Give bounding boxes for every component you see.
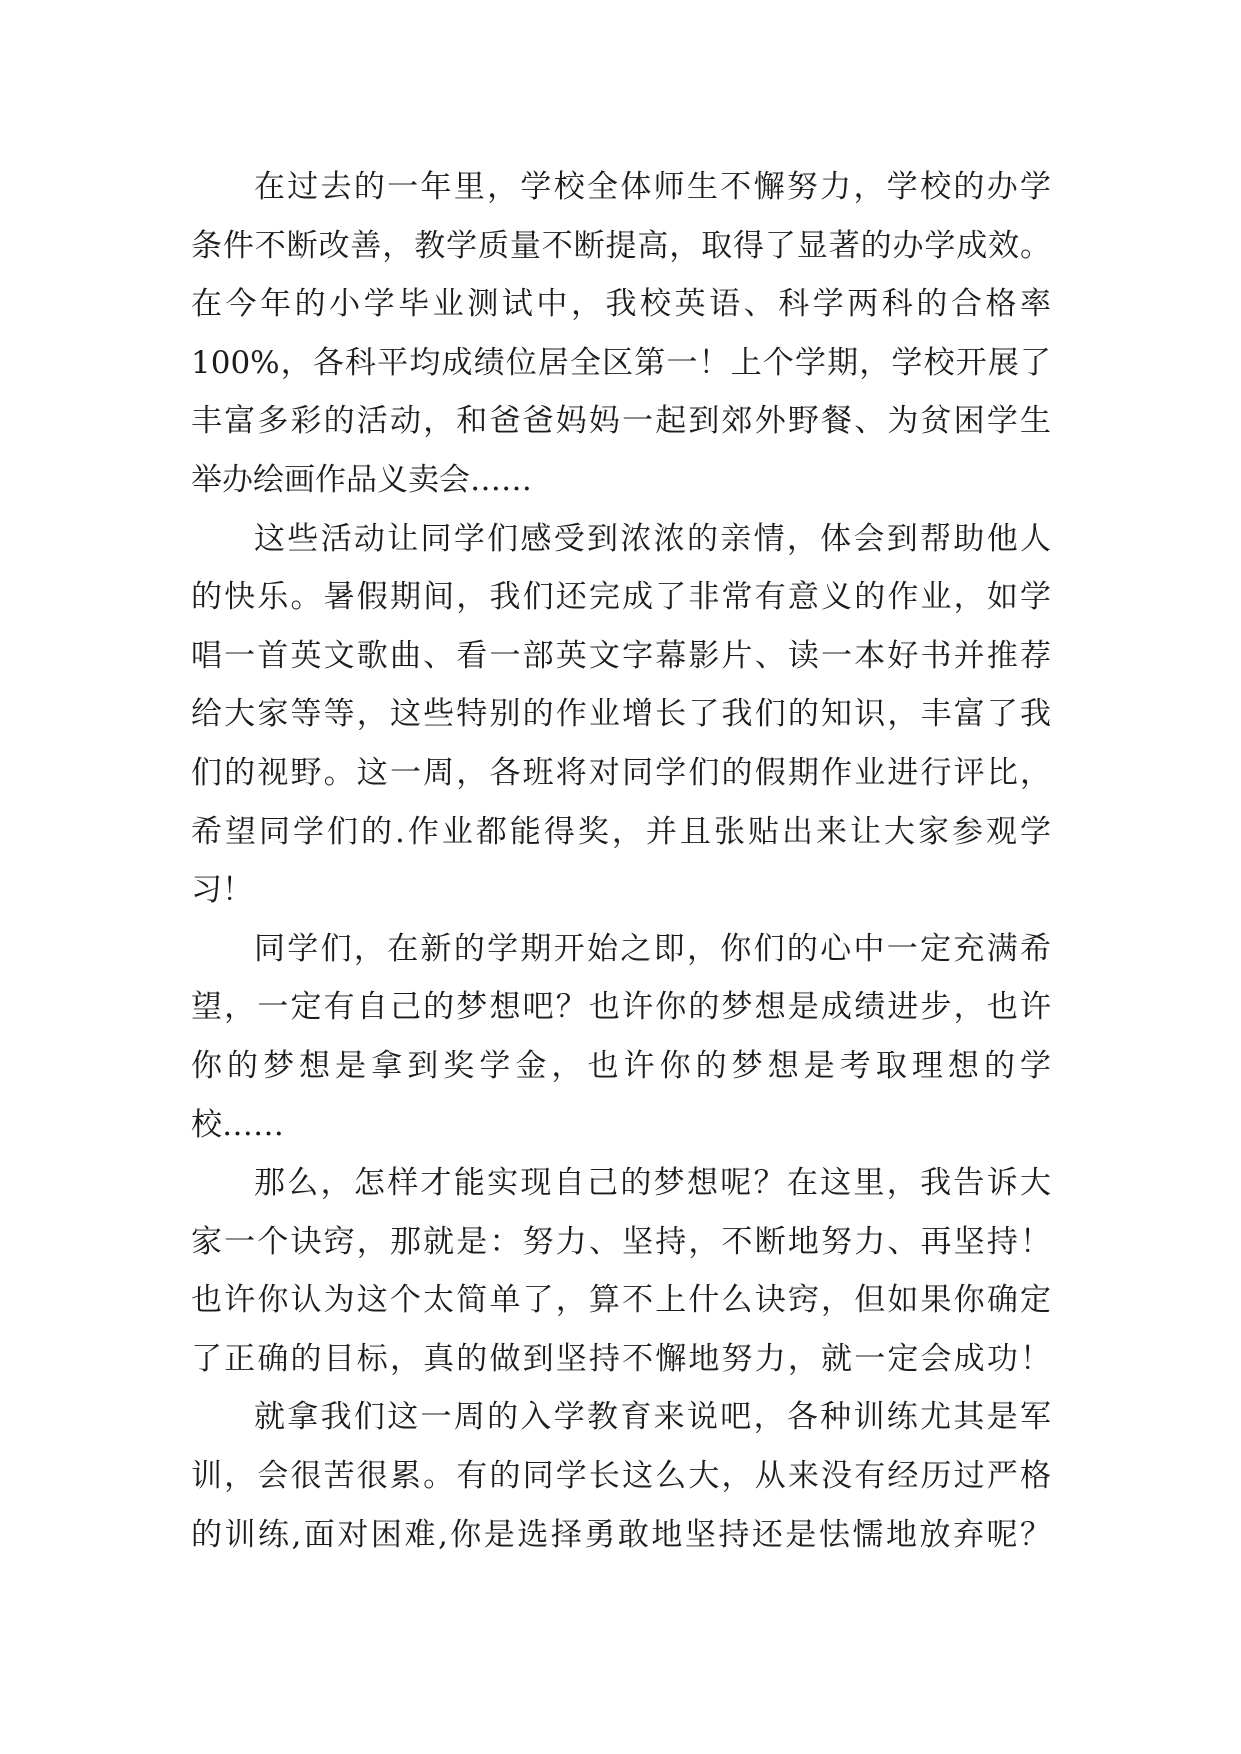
text-line: 那么，怎样才能实现自己的梦想呢？在这里，我告诉大 xyxy=(254,1165,1051,1202)
text-line: 丰富多彩的活动，和爸爸妈妈一起到郊外野餐、为贫困学生 xyxy=(191,403,1051,440)
text-line: 的训练,面对困难,你是选择勇敢地坚持还是怯懦地放弃呢？ xyxy=(191,1516,1051,1553)
paragraph-4 xyxy=(191,1154,1051,1388)
text-line: 们的视野。这一周，各班将对同学们的假期作业进行评比， xyxy=(191,754,1051,791)
text-line: 唱一首英文歌曲、看一部英文字幕影片、读一本好书并推荐 xyxy=(191,637,1051,674)
text-line: 也许你认为这个太简单了，算不上什么诀窍，但如果你确定 xyxy=(191,1282,1051,1319)
text-line: 家一个诀窍，那就是：努力、坚持，不断地努力、再坚持！ xyxy=(191,1223,1051,1260)
text-line: 在过去的一年里，学校全体师生不懈努力，学校的办学 xyxy=(254,169,1051,205)
paragraph-5 xyxy=(191,1388,1051,1564)
text-line: 校…… xyxy=(191,1106,284,1143)
text-line: 这些活动让同学们感受到浓浓的亲情，体会到帮助他人 xyxy=(254,520,1051,557)
text-line: 举办绘画作品义卖会…… xyxy=(191,461,532,498)
paragraph-2 xyxy=(191,510,1051,920)
text-line: 就拿我们这一周的入学教育来说吧，各种训练尤其是军 xyxy=(254,1399,1051,1436)
text-line: 同学们，在新的学期开始之即，你们的心中一定充满希 xyxy=(254,930,1051,967)
text-line: 你的梦想是拿到奖学金，也许你的梦想是考取理想的学 xyxy=(191,1047,1051,1084)
text-line: 100%，各科平均成绩位居全区第一！上个学期，学校开展了 xyxy=(191,344,1051,381)
text-line: 了正确的目标，真的做到坚持不懈地努力，就一定会成功！ xyxy=(191,1340,1051,1377)
text-line: 训，会很苦很累。有的同学长这么大，从来没有经历过严格 xyxy=(191,1458,1051,1495)
text-line: 条件不断改善，教学质量不断提高，取得了显著的办学成效。 xyxy=(191,227,1051,264)
paragraph-1 xyxy=(191,158,1051,510)
paragraph-3 xyxy=(191,920,1051,1154)
text-line: 在今年的小学毕业测试中，我校英语、科学两科的合格率 xyxy=(191,286,1051,323)
text-line: 的快乐。暑假期间，我们还完成了非常有意义的作业，如学 xyxy=(191,579,1051,616)
text-line: 习！ xyxy=(191,872,253,909)
text-line: 希望同学们的.作业都能得奖，并且张贴出来让大家参观学 xyxy=(191,813,1051,850)
text-line: 望，一定有自己的梦想吧？也许你的梦想是成绩进步，也许 xyxy=(191,989,1051,1026)
text-line: 给大家等等，这些特别的作业增长了我们的知识，丰富了我 xyxy=(191,696,1051,733)
document-body xyxy=(191,158,1051,1564)
